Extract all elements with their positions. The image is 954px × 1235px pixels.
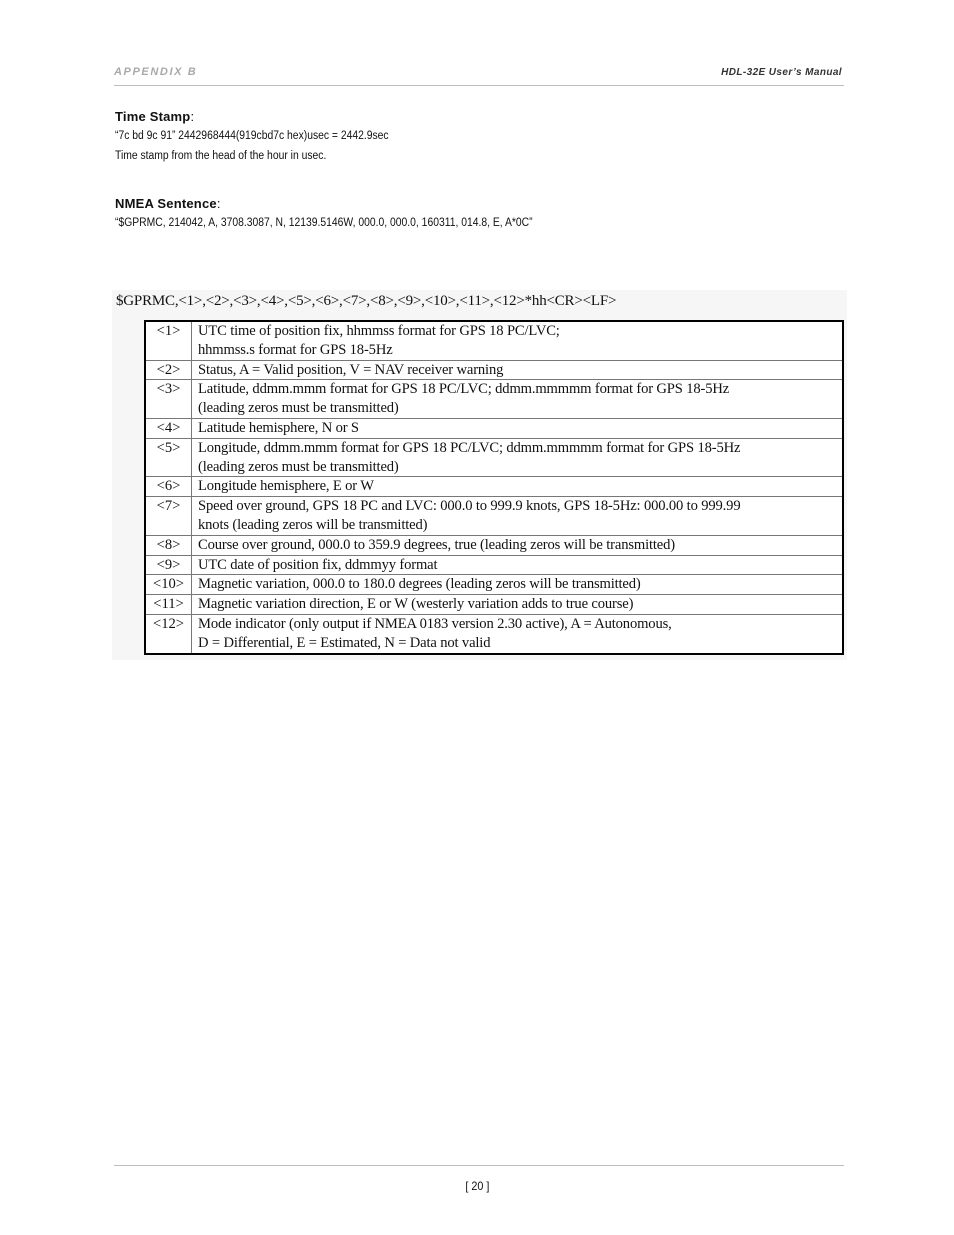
gprmc-sentence-format: $GPRMC,<1>,<2>,<3>,<4>,<5>,<6>,<7>,<8>,<9>,<10>,<11>,<12>*hh<CR><LF> xyxy=(116,293,617,309)
gprmc-fields-table xyxy=(144,320,844,655)
field-id: <9> xyxy=(145,555,192,575)
field-row xyxy=(145,535,843,555)
field-description: Course over ground, 000.0 to 359.9 degrees, true (leading zeros will be transmitted) xyxy=(192,535,844,555)
field-id: <2> xyxy=(145,360,192,380)
nmea-example: “$GPRMC, 214042, A, 3708.3087, N, 12139.5146W, 000.0, 000.0, 160311, 014.8, E, A*0C” xyxy=(115,217,533,229)
field-id: <3> xyxy=(145,380,192,419)
field-description: Magnetic variation, 000.0 to 180.0 degrees (leading zeros will be transmitted) xyxy=(192,575,844,595)
field-row xyxy=(145,497,843,536)
field-id: <1> xyxy=(145,321,192,360)
field-row xyxy=(145,321,843,360)
field-description: Longitude, ddmm.mmm format for GPS 18 PC/LVC; ddmm.mmmmm format for GPS 18-5Hz (leading zeros must be transmitted) xyxy=(192,438,844,477)
field-description: Mode indicator (only output if NMEA 0183 version 2.30 active), A = Autonomous, D = Differential, E = Estimated, N = Data not valid xyxy=(192,614,844,653)
gprmc-format-figure xyxy=(112,290,847,660)
page-header xyxy=(114,66,844,86)
field-id: <6> xyxy=(145,477,192,497)
manual-title: HDL-32E User’s Manual xyxy=(721,67,842,78)
nmea-heading: NMEA Sentence: xyxy=(115,196,221,211)
footer-rule xyxy=(114,1165,844,1166)
field-id: <12> xyxy=(145,614,192,653)
field-id: <8> xyxy=(145,535,192,555)
field-row xyxy=(145,614,843,653)
field-row xyxy=(145,575,843,595)
field-row xyxy=(145,555,843,575)
field-row xyxy=(145,380,843,419)
field-description: Latitude, ddmm.mmm format for GPS 18 PC/LVC; ddmm.mmmmm format for GPS 18-5Hz (leading zeros must be transmitted) xyxy=(192,380,844,419)
field-id: <4> xyxy=(145,418,192,438)
time-stamp-section xyxy=(115,109,845,162)
field-description: Longitude hemisphere, E or W xyxy=(192,477,844,497)
field-row xyxy=(145,360,843,380)
field-description: Status, A = Valid position, V = NAV receiver warning xyxy=(192,360,844,380)
field-row xyxy=(145,477,843,497)
field-description: UTC date of position fix, ddmmyy format xyxy=(192,555,844,575)
field-description: Speed over ground, GPS 18 PC and LVC: 000.0 to 999.9 knots, GPS 18-5Hz: 000.00 to 999.99 knots (leading zeros will be transmitted) xyxy=(192,497,844,536)
field-description: Latitude hemisphere, N or S xyxy=(192,418,844,438)
field-id: <5> xyxy=(145,438,192,477)
field-description: Magnetic variation direction, E or W (westerly variation adds to true course) xyxy=(192,595,844,615)
page-number: [ 20 ] xyxy=(464,1179,490,1193)
field-row xyxy=(145,438,843,477)
field-description: UTC time of position fix, hhmmss format for GPS 18 PC/LVC; hhmmss.s format for GPS 18-5Hz xyxy=(192,321,844,360)
field-id: <7> xyxy=(145,497,192,536)
time-stamp-example: “7c bd 9c 91” 2442968444(919cbd7c hex)usec = 2442.9sec xyxy=(115,130,389,142)
field-id: <10> xyxy=(145,575,192,595)
appendix-label: APPENDIX B xyxy=(114,66,198,78)
time-stamp-heading: Time Stamp: xyxy=(115,109,195,124)
field-id: <11> xyxy=(145,595,192,615)
field-row xyxy=(145,418,843,438)
time-stamp-description: Time stamp from the head of the hour in usec. xyxy=(115,150,327,162)
field-row xyxy=(145,595,843,615)
nmea-section xyxy=(115,196,845,229)
